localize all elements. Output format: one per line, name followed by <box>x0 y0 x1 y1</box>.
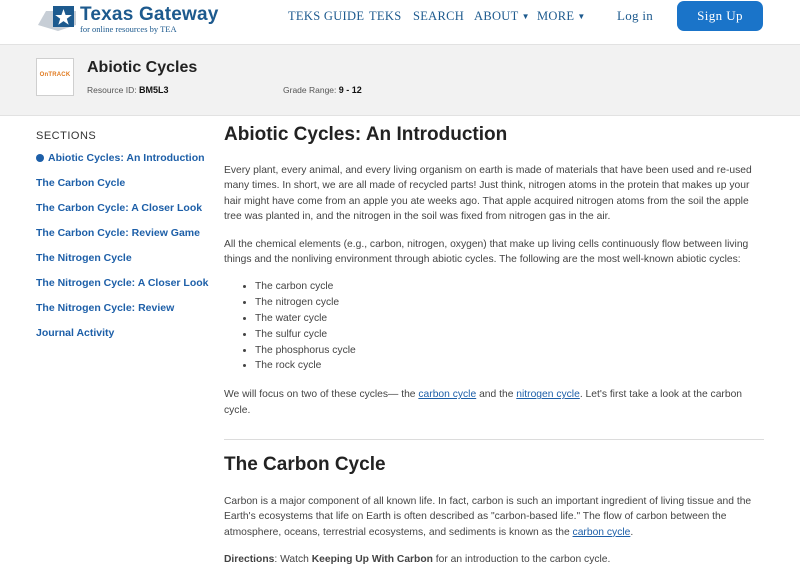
sidebar-item-nitrogen-review[interactable]: The Nitrogen Cycle: Review <box>36 302 175 314</box>
sidebar-item-introduction[interactable]: Abiotic Cycles: An Introduction <box>36 151 216 166</box>
carbon-cycle-link[interactable]: carbon cycle <box>418 389 477 401</box>
resource-header <box>0 45 800 116</box>
nav-search[interactable]: SEARCH <box>413 9 465 23</box>
nav-teks[interactable]: TEKS <box>369 9 402 23</box>
list-item: • The sulfur cycle <box>255 327 764 343</box>
nitrogen-cycle-link[interactable]: nitrogen cycle <box>516 389 580 401</box>
sections-heading: SECTIONS <box>36 130 97 142</box>
nav-teks-guide[interactable]: TEKS GUIDE <box>288 9 365 23</box>
main-content <box>224 124 764 580</box>
sidebar-item-carbon-closer-look[interactable]: The Carbon Cycle: A Closer Look <box>36 202 203 214</box>
nav-about[interactable]: ABOUT ▼ <box>474 9 530 23</box>
intro-paragraph-2: All the chemical elements (e.g., carbon, nitrogen, oxygen) that make up living cells continuously flow between living things and the nonliving environment through abiotic cycles. The following are the most well-known abiotic cycles: <box>224 238 749 266</box>
list-item: • The water cycle <box>255 311 764 327</box>
directions-paragraph: Directions: Watch Keeping Up With Carbon for an introduction to the carbon cycle. <box>224 554 611 566</box>
top-navigation <box>0 0 800 45</box>
active-bullet-icon <box>36 154 44 162</box>
intro-paragraph-1: Every plant, every animal, and every living organism on earth is made of materials that have been used and re-used many times. In short, we are all made of recycled parts! Just think, nitrogen atoms in the protein that makes up your hair might have come from an apple you ate weeks ago. That apple acquired nitrogen atoms from the soil the apple tree was planted in, and the nitrogen in the soil was fixed from nitrogen gas in the air. <box>224 165 752 223</box>
caret-down-icon: ▼ <box>577 12 586 21</box>
section-divider <box>224 439 764 440</box>
list-item: • The carbon cycle <box>255 279 764 295</box>
logo-title: Texas Gateway <box>80 4 219 25</box>
sections-sidebar <box>36 130 216 351</box>
list-item: • The nitrogen cycle <box>255 295 764 311</box>
texas-gateway-logo[interactable] <box>36 2 236 38</box>
sidebar-item-journal-activity[interactable]: Journal Activity <box>36 327 115 339</box>
texas-star-logo-icon <box>36 5 76 31</box>
ontrack-logo: OnTRACK <box>36 58 74 96</box>
list-item: • The rock cycle <box>255 358 764 374</box>
abiotic-cycles-list <box>224 279 764 374</box>
grade-range: Grade Range: 9 - 12 <box>283 85 362 95</box>
intro-paragraph-3: We will focus on two of these cycles— the carbon cycle and the nitrogen cycle. Let's first take a look at the carbon cycle. <box>224 389 743 416</box>
caret-down-icon: ▼ <box>521 12 530 21</box>
nav-more[interactable]: MORE ▼ <box>537 9 586 23</box>
sidebar-item-nitrogen-cycle[interactable]: The Nitrogen Cycle <box>36 252 132 264</box>
intro-heading: Abiotic Cycles: An Introduction <box>224 124 508 145</box>
resource-id: Resource ID: BM5L3 <box>87 85 169 95</box>
carbon-paragraph: Carbon is a major component of all known life. In fact, carbon is such an important ingredient of living tissue and the Earth's ecosystems that life on Earth is often described as "carbon-based life." The flow of carbon between the atmosphere, oceans, terrestrial ecosystems, and sediments is known as the carbon cycle. <box>224 496 752 538</box>
sidebar-item-carbon-cycle[interactable]: The Carbon Cycle <box>36 177 126 189</box>
carbon-cycle-link-2[interactable]: carbon cycle <box>572 526 631 538</box>
sidebar-item-carbon-review-game[interactable]: The Carbon Cycle: Review Game <box>36 227 200 239</box>
resource-title: Abiotic Cycles <box>87 59 198 76</box>
login-link[interactable]: Log in <box>617 8 654 23</box>
list-item: • The phosphorus cycle <box>255 343 764 359</box>
sidebar-item-nitrogen-closer-look[interactable]: The Nitrogen Cycle: A Closer Look <box>36 277 209 289</box>
logo-subtitle: for online resources by TEA <box>80 24 177 34</box>
carbon-cycle-heading: The Carbon Cycle <box>224 454 386 476</box>
signup-button[interactable]: Sign Up <box>677 1 763 31</box>
